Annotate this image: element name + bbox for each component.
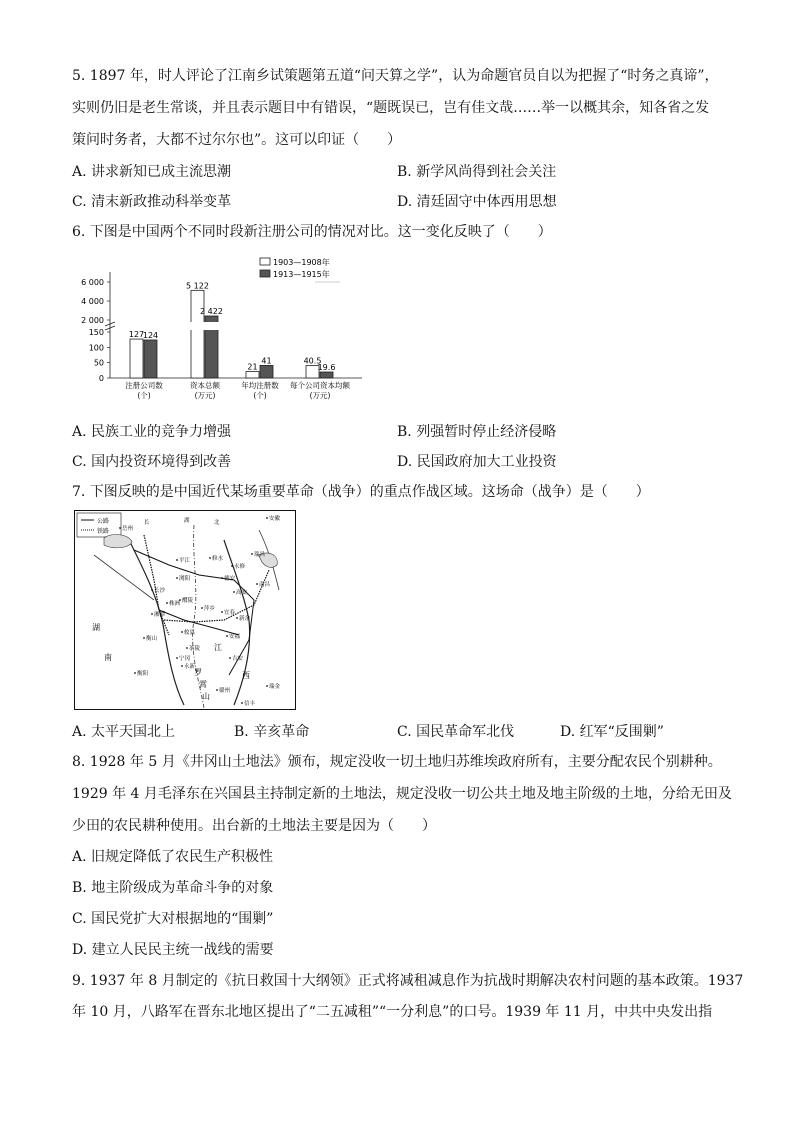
map-place-label: 山 [202, 692, 210, 701]
q7-option-c: C. 国民革命军北伐 [397, 724, 515, 740]
map-place-label: 长沙 [154, 588, 166, 594]
map-place-dot [236, 617, 238, 619]
y-tick-label: 6 000 [81, 278, 104, 287]
map-place-label: 永新 [184, 664, 196, 670]
map-place-dot [181, 631, 183, 633]
map-place-dot [209, 557, 211, 559]
bar-value-label: 5 122 [186, 281, 209, 291]
map-place-dot [221, 611, 223, 613]
map-place-dot [119, 527, 121, 529]
y-tick-label: 150 [88, 328, 104, 337]
q8-stem-line-3: 少田的农民耕种使用。出台新的土地法主要是因为（ ） [72, 818, 436, 834]
bar-value-label: 21 [247, 362, 258, 372]
q9-stem-line-1: 9. 1937 年 8 月制定的《抗日救国十大纲领》正式将减租减息作为抗战时期解决农村问题的基本政策。1937 [72, 973, 744, 989]
y-ticks [81, 278, 110, 383]
map-place-dot [266, 685, 268, 687]
x-category-label: 每个公司资本均额 [290, 381, 350, 390]
q8-option-a: A. 旧规定降低了农民生产积极性 [72, 849, 274, 865]
q7-option-d: D. 红军“反围剿” [560, 724, 664, 740]
map-place-dot [256, 583, 258, 585]
map-place-label: 北 [214, 520, 220, 526]
map-place-dot [176, 577, 178, 579]
map-place-dot [241, 702, 243, 704]
map-place-label: 江 [214, 643, 222, 652]
map-place-label: 萍乡 [204, 606, 216, 612]
map-place-label: 岳州 [122, 526, 134, 532]
q6-stem: 6. 下图是中国两个不同时段新注册公司的情况对比。这一变化反映了（ ） [72, 224, 552, 240]
map-place-dot [176, 559, 178, 561]
bar-2-series-0 [246, 372, 259, 378]
map-place-label: 吉安 [232, 656, 244, 662]
x-category-unit: (万元) [309, 391, 331, 400]
map-place-label: 湖 [92, 623, 100, 632]
x-category-label: 注册公司数 [125, 381, 163, 390]
map-place-dot [221, 577, 223, 579]
map-place-label: 高安 [236, 590, 248, 596]
map-place-label: 攸县 [184, 630, 196, 636]
y-tick-label: 4 000 [81, 297, 104, 306]
q7-map [74, 510, 296, 710]
map-place-dot [143, 637, 145, 639]
map-place-dot [226, 635, 228, 637]
q5-option-b: B. 新学风尚得到社会关注 [397, 164, 557, 180]
q6-option-b: B. 列强暂时停止经济侵略 [397, 424, 557, 440]
map-place-dot [201, 607, 203, 609]
legend-rail-label: 铁路 [97, 528, 110, 535]
x-categories [125, 380, 350, 400]
q6-option-d: D. 民国政府加大工业投资 [397, 454, 557, 470]
map-place-label: 湘潭 [154, 612, 166, 618]
q6-option-a: A. 民族工业的竞争力增强 [72, 424, 232, 440]
q5-stem-line-1: 5. 1897 年，时人评论了江南乡试策题第五道“问天算之学”，认为命题官员自以为把握了“时务之真谛”， [72, 68, 719, 84]
legend-label-1913-1915: 1913—1915年 [273, 270, 330, 279]
map-place-label: 茶陵 [189, 646, 201, 652]
map-place-label: 宁冈 [179, 656, 191, 662]
x-category-unit: (万元) [194, 391, 216, 400]
bar-2-series-1 [260, 365, 273, 378]
y-tick-label: 0 [98, 374, 104, 383]
map-place-dot [151, 589, 153, 591]
bar-value-label: 127 [128, 330, 145, 340]
map-place-dot [186, 647, 188, 649]
q5-option-d: D. 清廷固守中体西用思想 [397, 194, 557, 210]
bar-0-series-0 [130, 339, 143, 378]
map-place-label: 浏阳 [179, 576, 191, 582]
map-place-label: 长 [144, 520, 150, 526]
map-place-dot [231, 565, 233, 567]
map-place-label: 永修 [234, 564, 246, 570]
map-place-label: 西 [242, 671, 250, 680]
map-place-label: 醴陵 [182, 598, 194, 604]
bar-value-label: 41 [261, 356, 272, 366]
q7-option-a: A. 太平天国北上 [72, 724, 176, 740]
q7-option-b: B. 辛亥革命 [234, 724, 310, 740]
bar-0-series-1 [144, 340, 157, 378]
map-place-label: 湖 [184, 518, 190, 524]
map-place-label: 衡阳 [137, 671, 149, 677]
map-place-label: 瑞金 [269, 684, 281, 690]
map-place-dot [166, 602, 168, 604]
q8-option-d: D. 建立人民民主统一战线的需要 [72, 942, 274, 958]
q5-stem-line-3: 策问时务者，大都不过尔尔也”。这可以印证（ ） [72, 132, 402, 148]
map-place-dot [233, 591, 235, 593]
q8-stem-line-1: 8. 1928 年 5 月《井冈山土地法》颁布，规定没收一切土地归苏维埃政府所有，主要分配农民个别耕种。 [72, 754, 722, 770]
q8-option-c: C. 国民党扩大对根据地的“围剿” [72, 911, 274, 927]
q7-stem: 7. 下图反映的是中国近代某场重要革命（战争）的重点作战区域。这场命（战争）是（ ） [72, 484, 650, 500]
q5-stem-line-2: 实则仍旧是老生常谈，并且表示题目中有错误，“题既误已，岂有佳文哉……举一以概其余，知各省之发 [72, 100, 710, 116]
bars-group [129, 281, 336, 378]
bar-3-series-1 [320, 372, 333, 378]
map-place-label: 衡山 [146, 636, 158, 642]
bar-1-series-0 [191, 290, 204, 378]
q6-bar-chart [70, 254, 370, 404]
map-place-dot [176, 657, 178, 659]
map-place-dot [134, 672, 136, 674]
legend-swatch-1913-1915 [260, 270, 270, 277]
map-place-label: 修水 [212, 556, 224, 562]
q8-option-b: B. 地主阶级成为革命斗争的对象 [72, 880, 274, 896]
map-place-label: 赣州 [219, 688, 231, 694]
bar-value-label: 2 422 [200, 306, 223, 316]
map-place-label: 平江 [179, 558, 191, 564]
map-place-label: 安徽 [269, 516, 281, 522]
q9-stem-line-2: 年 10 月，八路军在晋东北地区提出了“二五减租”“一分利息”的口号。1939 年 11 月，中共中央发出指 [72, 1004, 713, 1020]
map-place-label: 霄 [199, 680, 207, 689]
q5-option-c: C. 清末新政推动科举变革 [72, 194, 232, 210]
q6-option-c: C. 国内投资环境得到改善 [72, 454, 232, 470]
map-place-label: 德安 [224, 576, 236, 582]
y-tick-label: 50 [93, 358, 104, 368]
map-place-dot [151, 613, 153, 615]
map-place-label: 新余 [239, 616, 251, 622]
map-place-label: 罗 [194, 668, 202, 677]
bar-break-gap [190, 322, 205, 330]
map-place-label: 宜春 [224, 610, 236, 616]
legend-road-label: 公路 [97, 518, 110, 525]
legend-label-1903-1908: 1903—1908年 [273, 258, 330, 267]
x-category-label: 资本总额 [190, 381, 220, 390]
map-place-label: 信丰 [244, 701, 256, 707]
map-place-label: 安福 [229, 634, 241, 640]
legend-swatch-1903-1908 [260, 258, 270, 265]
y-tick-label: 100 [88, 343, 104, 353]
bar-break-gap [204, 322, 219, 330]
map-place-label: 株洲 [169, 601, 181, 607]
map-place-label: 南昌 [259, 582, 271, 588]
x-category-unit: (个) [253, 391, 267, 400]
map-place-dot [229, 657, 231, 659]
q5-option-a: A. 讲求新知已成主流思潮 [72, 164, 232, 180]
x-category-unit: (个) [137, 391, 151, 400]
bar-value-label: 19.6 [317, 362, 336, 372]
map-place-dot [216, 689, 218, 691]
map-place-dot [181, 665, 183, 667]
x-category-label: 年均注册数 [241, 381, 279, 390]
bar-value-label: 124 [142, 330, 159, 340]
y-tick-label: 2 000 [81, 316, 104, 325]
map-place-label: 瑞昌 [254, 552, 266, 558]
bar-value-label: 40.5 [303, 356, 322, 366]
q8-stem-line-2: 1929 年 4 月毛泽东在兴国县主持制定新的土地法，规定没收一切公共土地及地主阶级的土地，分给无田及 [72, 786, 732, 802]
map-place-dot [251, 553, 253, 555]
map-place-dot [266, 517, 268, 519]
map-place-label: 南 [104, 653, 112, 662]
map-place-dot [179, 599, 181, 601]
